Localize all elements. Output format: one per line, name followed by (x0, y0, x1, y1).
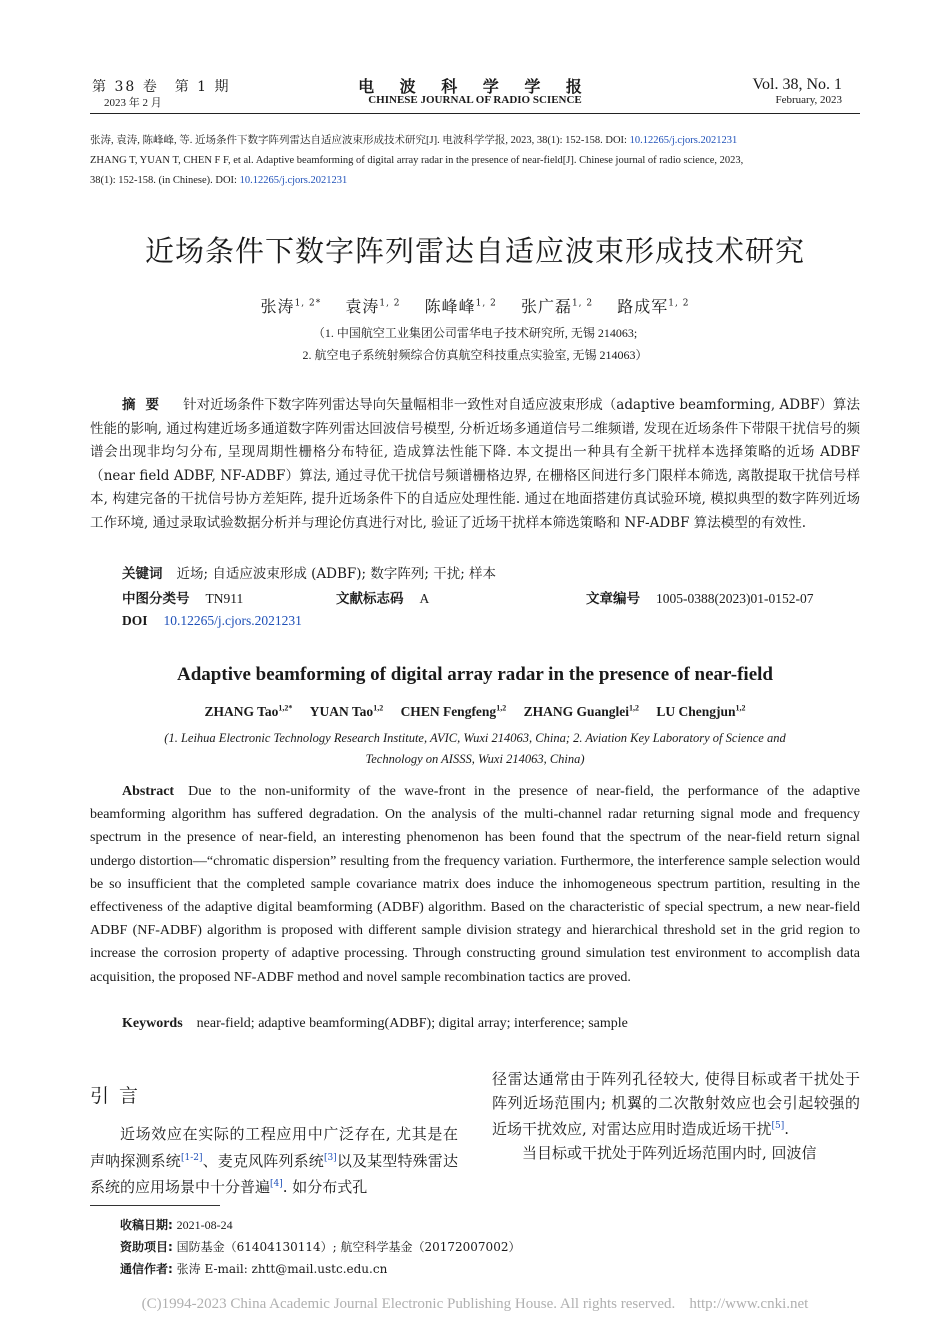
doc-code-value: A (419, 591, 430, 606)
received-label: 收稿日期: (120, 1218, 173, 1232)
citation-doi-link-en[interactable]: 10.12265/j.cjors.2021231 (239, 175, 348, 186)
keywords-en-text: near-field; adaptive beamforming(ADBF); digital array; interference; sample (196, 1016, 628, 1031)
author-en (310, 704, 383, 719)
abstract-cn-label: 摘要 (122, 397, 170, 413)
classification-row (122, 587, 862, 607)
abstract-en (90, 780, 860, 989)
doi-label: DOI (122, 613, 148, 628)
keywords-en (122, 1016, 628, 1032)
author-sup: 1,2 (373, 703, 384, 712)
intro-text: . (784, 1120, 790, 1138)
author-label: 通信作者: (120, 1262, 173, 1276)
copyright-line (0, 1296, 950, 1313)
author-name: CHEN Fengfeng (400, 703, 497, 719)
intro-text: 径雷达通常由于阵列孔径较大, 使得目标或者干扰处于阵列近场范围内; 机翼的二次散射效应也会引起较强的近场干扰效应, 对雷达应用时造成近场干扰 (492, 1070, 860, 1138)
volume-issue-cn: 第 38 卷 第 1 期 (92, 79, 231, 95)
intro-paragraph-1 (90, 1123, 458, 1200)
abstract-en-label: Abstract (122, 784, 175, 799)
citation-doi-link[interactable]: 10.12265/j.cjors.2021231 (629, 135, 738, 146)
author-sup: 1, 2 (668, 298, 690, 309)
paper-title-cn: 近场条件下数字阵列雷达自适应波束形成技术研究 (144, 234, 805, 268)
citation-line-cn (90, 131, 860, 151)
author-sup: 1,2 (496, 703, 507, 712)
author-name: 袁涛 (345, 297, 380, 316)
funding-label: 资助项目: (120, 1240, 173, 1254)
author-cn (261, 297, 322, 316)
authors-cn (0, 294, 950, 317)
ref-link[interactable]: [5] (771, 1121, 785, 1131)
footnote (120, 1214, 520, 1280)
funding (120, 1236, 520, 1258)
author-name: LU Chengjun (656, 703, 736, 719)
author-sup: 1,2 (735, 703, 746, 712)
author-cn (617, 297, 689, 316)
keywords-cn (122, 562, 496, 582)
citation-text-en: 38(1): 152-158. (in Chinese). DOI: (90, 175, 240, 186)
author-sup: 1, 2 (475, 298, 497, 309)
author-cn (521, 297, 593, 316)
citation-line-en-2 (90, 171, 860, 191)
abstract-cn (90, 394, 860, 535)
body-right-column (492, 1068, 860, 1165)
author-cn (425, 297, 497, 316)
author-name: YUAN Tao (309, 703, 374, 719)
intro-text: 近场效应在实际的工程应用中广泛存在, 尤其是在声呐探测系统 (90, 1125, 458, 1170)
authors-en (0, 703, 950, 720)
author-name: 张广磊 (520, 297, 572, 316)
author-en (524, 704, 639, 719)
affiliations-en (100, 728, 850, 770)
author-name: 张涛 (260, 297, 295, 316)
doc-code-label: 文献标志码 (336, 591, 404, 607)
article-no-value: 1005-0388(2023)01-0152-07 (656, 591, 814, 606)
author-name: 陈峰峰 (424, 297, 476, 316)
article-no-field (586, 587, 813, 607)
doi-link[interactable]: 10.12265/j.cjors.2021231 (163, 613, 302, 628)
doc-code-field (336, 587, 429, 607)
author-cn (345, 297, 400, 316)
citation-line-en: ZHANG T, YUAN T, CHEN F F, et al. Adaptive beamforming of digital array radar in the presence of near-field[J]. Chinese journal of radio science, 2023, (90, 155, 744, 166)
received-value: 2021-08-24 (176, 1218, 233, 1232)
doi-row (122, 613, 302, 629)
author-name: ZHANG Tao (204, 703, 279, 719)
section-heading-intro: 引言 (90, 1085, 149, 1107)
volume-issue-en: Vol. 38, No. 1 (752, 76, 842, 93)
abstract-en-text: Due to the non-uniformity of the wave-front in the presence of near-field, the performance of the adaptive beamforming algorithm has suffered degradation. On the analysis of the multi-channel radar returning signal mode and frequency spectrum in the presence of near-field, an interesting phenomenon has been found that the spectrum of the near-field return signal undergo distortion—“chromatic dispersion” resulting from the frequency variation. Furthermore, the interference sample selection would be so insufficient that the completed sample covariance matrix does induce the inhomogeneous spectrum partition, resulting in the effectiveness of the adaptive digital beamforming (ADBF) algorithm. Based on the characteristic of special spectrum, a new near-field ADBF (NF-ADBF) algorithm is proposed with different sample division strategy and hierarchical threshold set in the grid region to increase the corrosion property of adaptive processing. Through constructing ground simulation test environment to accomplish data acquisition, the proposed NF-ADBF method and novel sample recombination tactics are proved. (90, 784, 860, 985)
cnki-url[interactable]: http://www.cnki.net (689, 1296, 809, 1312)
clc-value: TN911 (205, 591, 244, 606)
copyright-text: (C)1994-2023 China Academic Journal Electronic Publishing House. All rights reserved. (141, 1296, 676, 1312)
intro-text: 以及某型特殊雷达系统的应用场景中十分普遍 (90, 1151, 458, 1196)
affiliation-line: Technology on AISSS, Wuxi 214063, China) (365, 752, 585, 766)
author-en (656, 704, 745, 719)
intro-paragraph-2: 当目标或干扰处于阵列近场范围内时, 回波信 (522, 1143, 817, 1162)
keywords-cn-label: 关键词 (122, 566, 163, 582)
body-left-column (90, 1081, 458, 1200)
affiliations-cn (0, 322, 950, 366)
author-en (205, 704, 293, 719)
citation-text-cn: 张涛, 袁涛, 陈峰峰, 等. 近场条件下数字阵列雷达自适应波束形成技术研究[J]. 电波科学学报, 2023, 38(1): 152-158. DOI: (90, 135, 630, 146)
author-value: 张涛 E-mail: zhtt@mail.ustc.edu.cn (176, 1262, 388, 1276)
abstract-cn-text: 针对近场条件下数字阵列雷达导向矢量幅相非一致性对自适应波束形成（adaptive beamforming, ADBF）算法性能的影响, 通过构建近场多通道数字阵列雷达回波信号模型, 分析近场多通道信号二维频谱, 发现在近场条件下带限干扰信号的频谱会出现非均匀分布, 呈现周期性栅格分布特征, 造成算法性能下降. 本文提出一种具有全新干扰样本选择策略的近场 ADBF（near field ADBF, NF-ADBF）算法, 通过寻优干扰信号频谱栅格边界, 在栅格区间进行多门限样本筛选, 离散提取干扰信号样本, 构建完备的干扰信号协方差矩阵, 提升近场条件下的自适应处理性能. 通过在地面搭建仿真试验环境, 模拟典型的数字阵列近场工作环境, 通过录取试验数据分析并与理论仿真进行对比, 验证了近场干扰样本筛选策略和 NF-ADBF 算法模型的有效性. (90, 397, 860, 531)
footnote-rule (90, 1205, 220, 1206)
keywords-en-label: Keywords (122, 1016, 183, 1031)
header-rule (90, 113, 860, 114)
intro-text: . 如分布式孔 (282, 1178, 368, 1196)
author-name: ZHANG Guanglei (523, 703, 629, 719)
author-sup: 1, 2 (571, 298, 594, 309)
clc-label: 中图分类号 (122, 591, 190, 607)
affiliation-line: 2. 航空电子系统射频综合仿真航空科技重点实验室, 无锡 214063） (302, 348, 648, 362)
affiliation-line: (1. Leihua Electronic Technology Research Institute, AVIC, Wuxi 214063, China; 2. Aviation Key Laboratory of Science and (164, 731, 786, 745)
funding-value: 国防基金（61404130114）; 航空科学基金（20172007002） (176, 1240, 521, 1254)
journal-title-cn: 电 波 科 学 学 报 (358, 77, 592, 96)
intro-paragraph-1-cont (492, 1068, 860, 1142)
author-sup: 1, 2* (294, 298, 322, 309)
ref-link[interactable]: [3] (323, 1152, 337, 1163)
author-sup: 1,2* (278, 703, 293, 712)
received-date (120, 1214, 520, 1236)
intro-text: 、麦克风阵列系统 (202, 1151, 324, 1170)
citation-block (90, 131, 860, 191)
date-cn: 2023 年 2 月 (104, 97, 162, 109)
keywords-cn-text: 近场; 自适应波束形成 (ADBF); 数字阵列; 干扰; 样本 (176, 566, 497, 582)
author-name: 路成军 (617, 297, 669, 316)
author-en (401, 704, 507, 719)
paper-title-en: Adaptive beamforming of digital array radar in the presence of near-field (177, 664, 773, 685)
article-no-label: 文章编号 (586, 591, 640, 607)
author-sup: 1, 2 (379, 298, 401, 309)
ref-link[interactable]: [4] (270, 1179, 283, 1189)
affiliation-line: （1. 中国航空工业集团公司雷华电子技术研究所, 无锡 214063; (312, 326, 638, 340)
author-sup: 1,2 (628, 703, 639, 712)
corresponding-author (120, 1258, 520, 1280)
clc-field (122, 591, 243, 607)
ref-link[interactable]: [1-2] (180, 1152, 203, 1163)
journal-title-en: CHINESE JOURNAL OF RADIO SCIENCE (368, 94, 582, 106)
date-en: February, 2023 (775, 94, 842, 106)
